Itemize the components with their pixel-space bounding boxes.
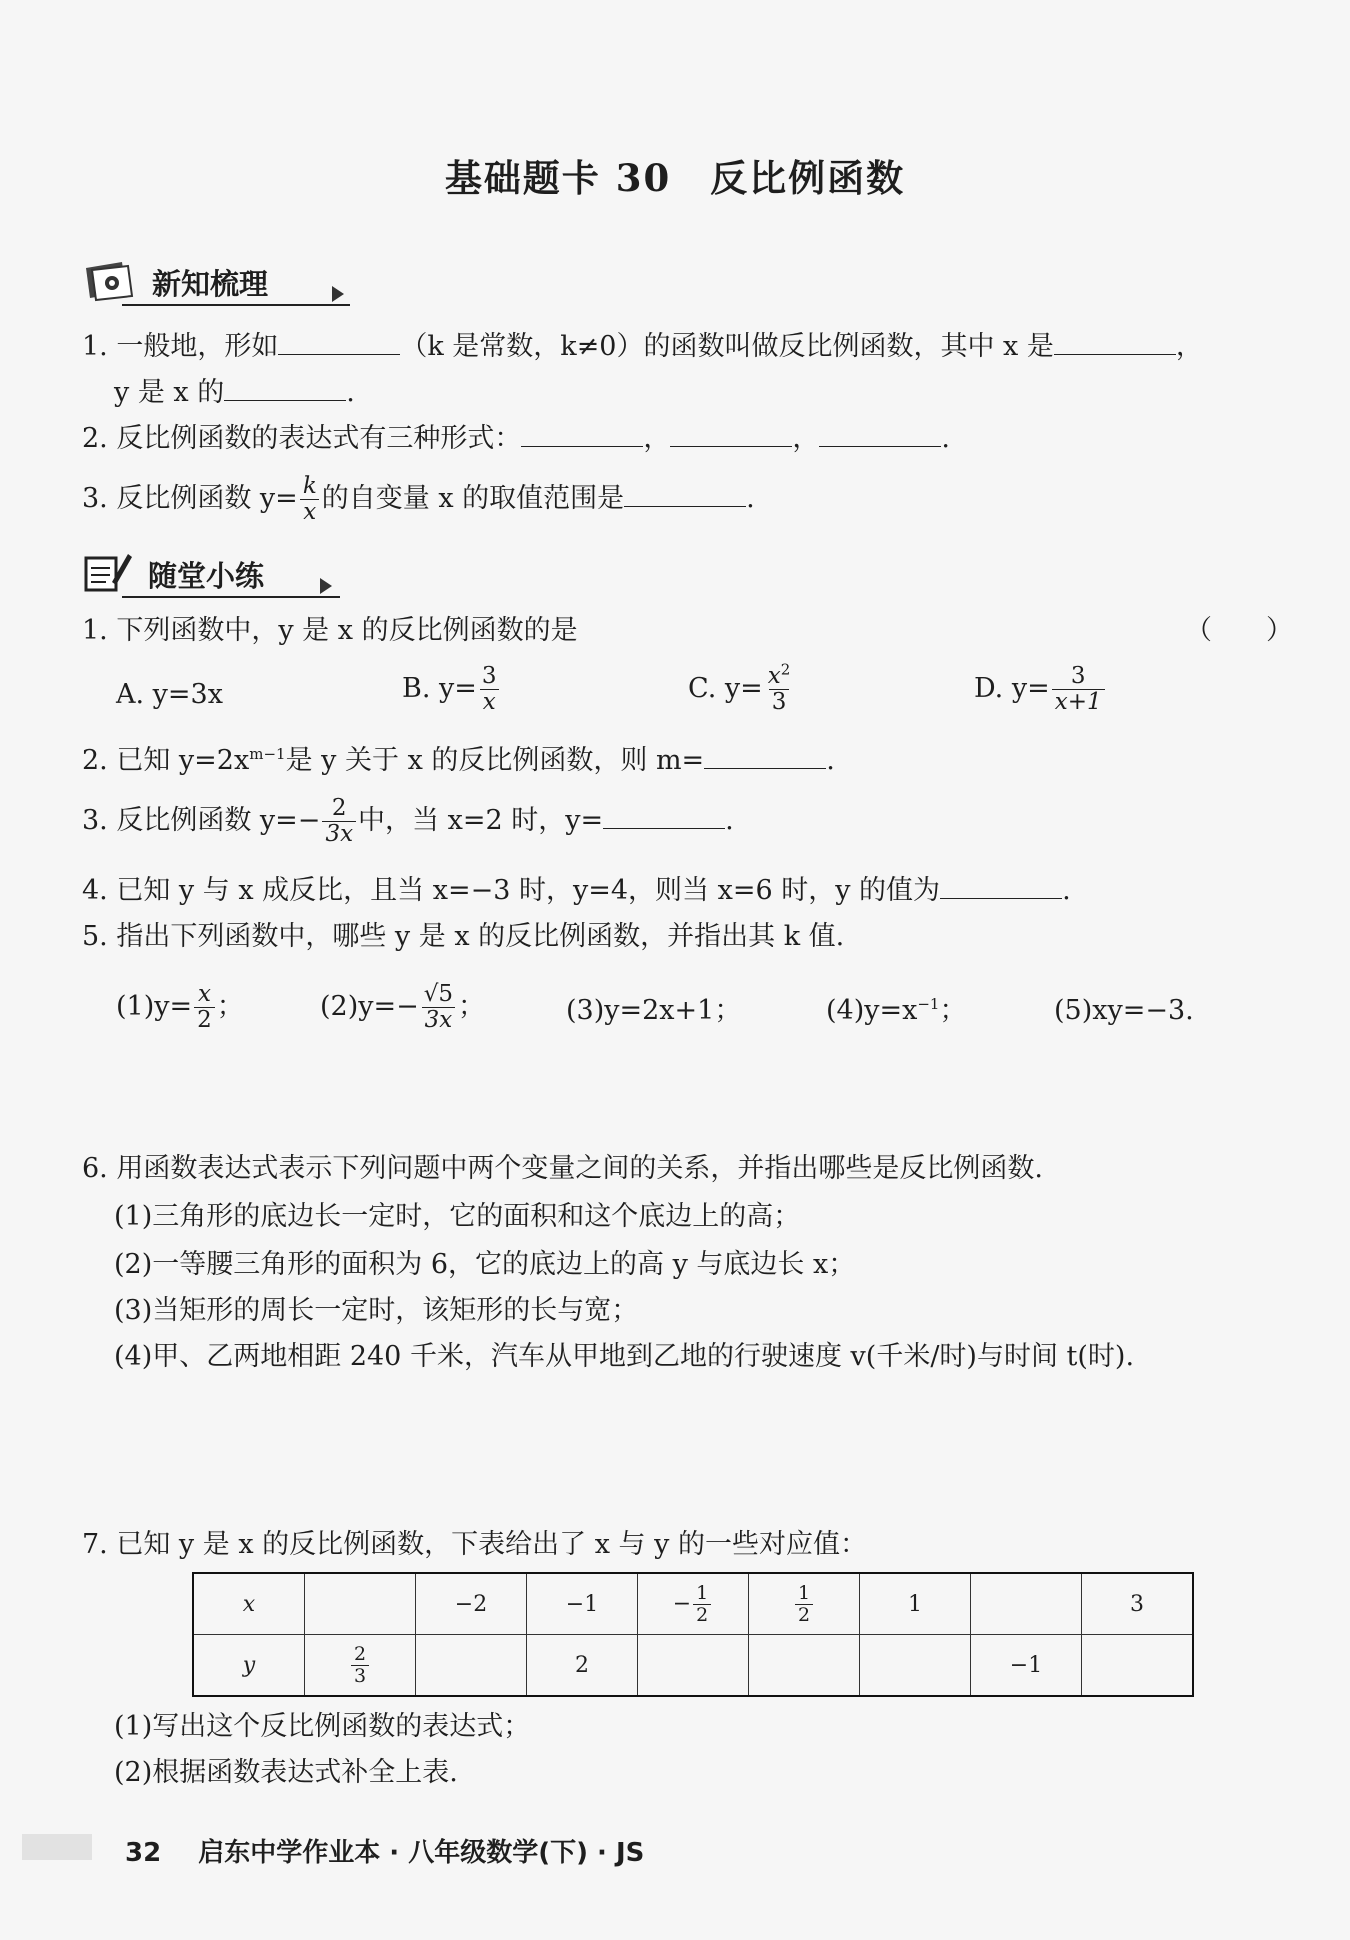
- option-b: B. y= $\frac{3}{x}$: [402, 664, 502, 715]
- s2-q5: 5. 指出下列函数中，哪些 y 是 x 的反比例函数，并指出其 k 值.: [82, 921, 845, 952]
- q5-item-3: (3)y=2x+1；: [566, 995, 742, 1026]
- table-cell: −1: [971, 1635, 1082, 1697]
- q6-item-1: (1)三角形的底边长一定时，它的面积和这个底边上的高；: [114, 1201, 801, 1232]
- s1-q2: 2. 反比例函数的表达式有三种形式： ， ， .: [82, 423, 950, 454]
- table-cell-empty[interactable]: [749, 1635, 860, 1697]
- fraction: $\frac{2}{3x}$: [322, 796, 356, 847]
- s2-q6: 6. 用函数表达式表示下列问题中两个变量之间的关系，并指出哪些是反比例函数.: [82, 1153, 1043, 1184]
- table-cell: x: [193, 1573, 305, 1635]
- table-cell: 3: [1082, 1573, 1194, 1635]
- s1-q1-line1: 1. 一般地，形如 （k 是常数，k≠0）的函数叫做反比例函数，其中 x 是 ，: [82, 331, 1203, 362]
- answer-blank[interactable]: [704, 744, 826, 769]
- fraction: $\frac{√5}{3x}$: [421, 982, 456, 1033]
- q6-item-4: (4)甲、乙两地相距 240 千米，汽车从甲地到乙地的行驶速度 v(千米/时)与时间 t(时).: [114, 1341, 1135, 1372]
- s2-q3: 3. 反比例函数 y=− $\frac{2}{3x}$ 中，当 x=2 时，y= .: [82, 795, 734, 847]
- section-header-suitang: [82, 550, 342, 598]
- table-cell: − $\frac{1}{2}$: [638, 1573, 749, 1635]
- q6-item-3: (3)当矩形的周长一定时，该矩形的长与宽；: [114, 1295, 639, 1326]
- table-cell: 1: [860, 1573, 971, 1635]
- table-cell: $\frac{1}{2}$: [749, 1573, 860, 1635]
- answer-blank[interactable]: [940, 874, 1062, 899]
- section-heading-label: 新知梳理: [152, 266, 269, 301]
- answer-blank[interactable]: [819, 422, 941, 447]
- heading-arrow-icon: [332, 286, 344, 302]
- option-c: C. y= $\frac{x^2}{3}$: [688, 664, 795, 715]
- section-header-xinzhi: [82, 258, 352, 306]
- fraction: $\frac{3}{x+1}$: [1052, 664, 1105, 715]
- answer-paren[interactable]: （ ）: [1185, 615, 1293, 646]
- s1-q3: 3. 反比例函数 y= $\frac{k}{x}$ 的自变量 x 的取值范围是 .: [82, 473, 755, 525]
- table-row-y: [193, 1635, 1193, 1697]
- answer-blank[interactable]: [1054, 330, 1176, 355]
- table-cell: $\frac{2}{3}$: [305, 1635, 416, 1697]
- heading-arrow-icon: [320, 578, 332, 594]
- heading-underline: [122, 304, 350, 306]
- option-d: D. y= $\frac{3}{x+1}$: [974, 664, 1107, 715]
- s2-q2: 2. 已知 $y=2x^{m-1}$是 y 关于 x 的反比例函数，则 m= .: [82, 745, 835, 776]
- table-cell-empty[interactable]: [1082, 1635, 1194, 1697]
- answer-blank[interactable]: [624, 482, 746, 507]
- book-title: 启东中学作业本 · 八年级数学(下) · JS: [198, 1838, 645, 1868]
- answer-blank[interactable]: [603, 804, 725, 829]
- fraction: $\frac{3}{x}$: [479, 664, 500, 715]
- q7-item-1: (1)写出这个反比例函数的表达式；: [114, 1711, 531, 1742]
- fraction: $\frac{x}{2}$: [194, 982, 215, 1033]
- answer-blank[interactable]: [521, 422, 643, 447]
- s2-q7: 7. 已知 y 是 x 的反比例函数，下表给出了 x 与 y 的一些对应值：: [82, 1529, 867, 1560]
- q6-item-2: (2)一等腰三角形的面积为 6，它的底边上的高 y 与底边长 x；: [114, 1249, 856, 1280]
- notebook-icon: [82, 258, 138, 306]
- table-cell: −2: [416, 1573, 527, 1635]
- table-row-x: [193, 1573, 1193, 1635]
- table-cell-empty[interactable]: [305, 1573, 416, 1635]
- page-title: 基础题卡 30 反比例函数: [444, 156, 906, 200]
- table-cell-empty[interactable]: [416, 1635, 527, 1697]
- pencil-notebook-icon: [82, 550, 134, 598]
- answer-blank[interactable]: [670, 422, 792, 447]
- footer: [125, 1832, 644, 1869]
- table-cell: 2: [527, 1635, 638, 1697]
- answer-blank[interactable]: [278, 330, 400, 355]
- s2-q4: 4. 已知 y 与 x 成反比，且当 x=−3 时，y=4，则当 x=6 时，y 的值为 .: [82, 875, 1071, 906]
- s1-q1-line2: y 是 x 的 .: [114, 377, 355, 408]
- fraction: $\frac{k}{x}$: [300, 474, 320, 525]
- q7-item-2: (2)根据函数表达式补全上表.: [114, 1757, 458, 1788]
- table-cell-empty[interactable]: [971, 1573, 1082, 1635]
- q5-item-2: (2)y=− $\frac{√5}{3x}$ ；: [320, 981, 486, 1033]
- table-cell: −1: [527, 1573, 638, 1635]
- value-table: [192, 1572, 1194, 1697]
- fraction: $\frac{x^2}{3}$: [767, 660, 791, 715]
- footer-decoration: [22, 1834, 92, 1860]
- answer-blank[interactable]: [224, 376, 346, 401]
- q5-item-1: (1)y= $\frac{x}{2}$ ；: [116, 981, 244, 1033]
- table-cell-empty[interactable]: [860, 1635, 971, 1697]
- option-a: A. y=3x: [116, 679, 223, 710]
- table-cell-empty[interactable]: [638, 1635, 749, 1697]
- heading-underline: [122, 596, 340, 598]
- section-heading-label: 随堂小练: [148, 558, 265, 593]
- s2-q1: 1. 下列函数中，y 是 x 的反比例函数的是: [82, 615, 578, 646]
- table-cell: y: [193, 1635, 305, 1697]
- page-number: 32: [125, 1838, 162, 1868]
- q5-item-5: (5)xy=−3.: [1054, 995, 1194, 1026]
- q5-item-4: $(4)y=x^{-1}$；: [826, 995, 967, 1026]
